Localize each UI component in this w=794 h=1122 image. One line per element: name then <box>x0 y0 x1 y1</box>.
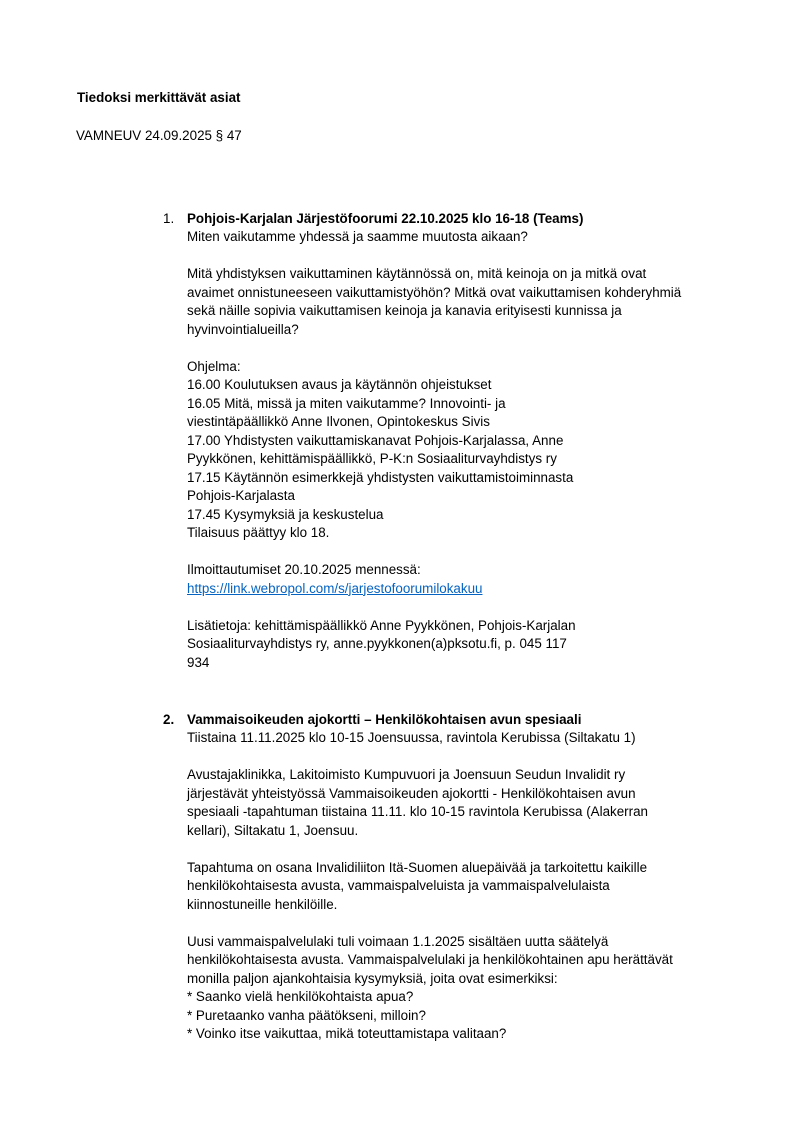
program-line: Pohjois-Karjalasta <box>187 488 295 503</box>
document-heading: Tiedoksi merkittävät asiat <box>77 90 241 105</box>
item-2-title: Vammaisoikeuden ajokortti – Henkilökohtaisen avun spesiaali <box>187 712 582 727</box>
registration-link[interactable]: https://link.webropol.com/s/jarjestofoorumilokakuu <box>187 580 483 596</box>
program-list <box>187 376 747 543</box>
text-line: Mitä yhdistyksen vaikuttaminen käytännössä on, mitä keinoja on ja mitkä ovat <box>187 266 647 281</box>
bullet-line: * Saanko vielä henkilökohtaista apua? <box>187 989 414 1004</box>
item-2-body <box>187 729 747 1044</box>
item-2-paragraph-3 <box>187 933 747 1044</box>
program-line: 16.00 Koulutuksen avaus ja käytännön ohjeistukset <box>187 377 492 392</box>
registration-deadline: Ilmoittautumiset 20.10.2025 mennessä: <box>187 562 421 577</box>
program-line: 17.00 Yhdistysten vaikuttamiskanavat Pohjois-Karjalassa, Anne <box>187 432 564 448</box>
item-1-subtitle: Miten vaikutamme yhdessä ja saamme muutosta aikaan? <box>187 229 528 244</box>
text-line: kellari), Siltakatu 1, Joensuu. <box>187 822 359 838</box>
item-1-title: Pohjois-Karjalan Järjestöfoorumi 22.10.2025 klo 16-18 (Teams) <box>187 211 584 226</box>
text-line: monilla paljon ajankohtaisia kysymyksiä, joita ovat esimerkiksi: <box>187 970 558 986</box>
text-line: spesiaali -tapahtuman tiistaina 11.11. klo 10-15 ravintola Kerubissa (Alakerran <box>187 804 648 819</box>
text-line: Tapahtuma on osana Invalidiliiton Itä-Suomen aluepäivää ja tarkoitettu kaikille <box>187 859 648 875</box>
program-line: 17.15 Käytännön esimerkkejä yhdistysten vaikuttamistoiminnasta <box>187 469 574 485</box>
item-2-paragraph-1 <box>187 766 747 840</box>
text-line: Uusi vammaispalvelulaki tuli voimaan 1.1.2025 sisältäen uutta säätelyä <box>187 933 609 949</box>
item-2-number: 2. <box>163 712 175 727</box>
text-line: järjestävät yhteistyössä Vammaisoikeuden ajokortti - Henkilökohtaisen avun <box>187 785 636 801</box>
program-line: 16.05 Mitä, missä ja miten vaikutamme? Innovointi- ja <box>187 395 506 411</box>
bullet-line: * Voinko itse vaikuttaa, mikä toteuttamistapa valitaan? <box>187 1026 507 1041</box>
text-line: Lisätietoja: kehittämispäällikkö Anne Pyykkönen, Pohjois-Karjalan <box>187 617 576 633</box>
contact-info <box>187 617 747 673</box>
item-2-paragraph-2 <box>187 859 747 915</box>
program-line: viestintäpäällikkö Anne Ilvonen, Opintokeskus Sivis <box>187 414 490 429</box>
item-1-number: 1. <box>163 211 175 226</box>
program-line: Tilaisuus päättyy klo 18. <box>187 525 330 540</box>
text-line: avaimet onnistuneeseen vaikuttamistyöhön? Mitkä ovat vaikuttamisen kohderyhmiä <box>187 284 682 300</box>
item-1-body <box>187 228 747 672</box>
text-line: hyvinvointialueilla? <box>187 321 299 337</box>
text-line: henkilökohtaisesta avusta. Vammaispalvelulaki ja henkilökohtainen apu herättävät <box>187 952 673 967</box>
text-line: Avustajaklinikka, Lakitoimisto Kumpuvuori ja Joensuun Seudun Invalidit ry <box>187 767 626 782</box>
program-line: 17.45 Kysymyksiä ja keskustelua <box>187 506 384 522</box>
program-line: Pyykkönen, kehittämispäällikkö, P-K:n Sosiaaliturvayhdistys ry <box>187 451 557 466</box>
bullet-line: * Puretaanko vanha päätökseni, milloin? <box>187 1007 426 1023</box>
text-line: sekä näille sopivia vaikuttamisen keinoja ja kanavia erityisesti kunnissa ja <box>187 303 622 318</box>
text-line: henkilökohtaisesta avusta, vammaispalveluista ja vammaispalvelulaista <box>187 878 610 893</box>
program-label: Ohjelma: <box>187 358 241 374</box>
meeting-reference: VAMNEUV 24.09.2025 § 47 <box>76 128 242 143</box>
text-line: kiinnostuneille henkilöille. <box>187 896 338 912</box>
text-line: Sosiaaliturvayhdistys ry, anne.pyykkonen(a)pksotu.fi, p. 045 117 <box>187 636 567 651</box>
item-2-subtitle: Tiistaina 11.11.2025 klo 10-15 Joensuussa, ravintola Kerubissa (Siltakatu 1) <box>187 730 636 745</box>
item-1-paragraph <box>187 265 747 339</box>
text-line: 934 <box>187 654 210 670</box>
